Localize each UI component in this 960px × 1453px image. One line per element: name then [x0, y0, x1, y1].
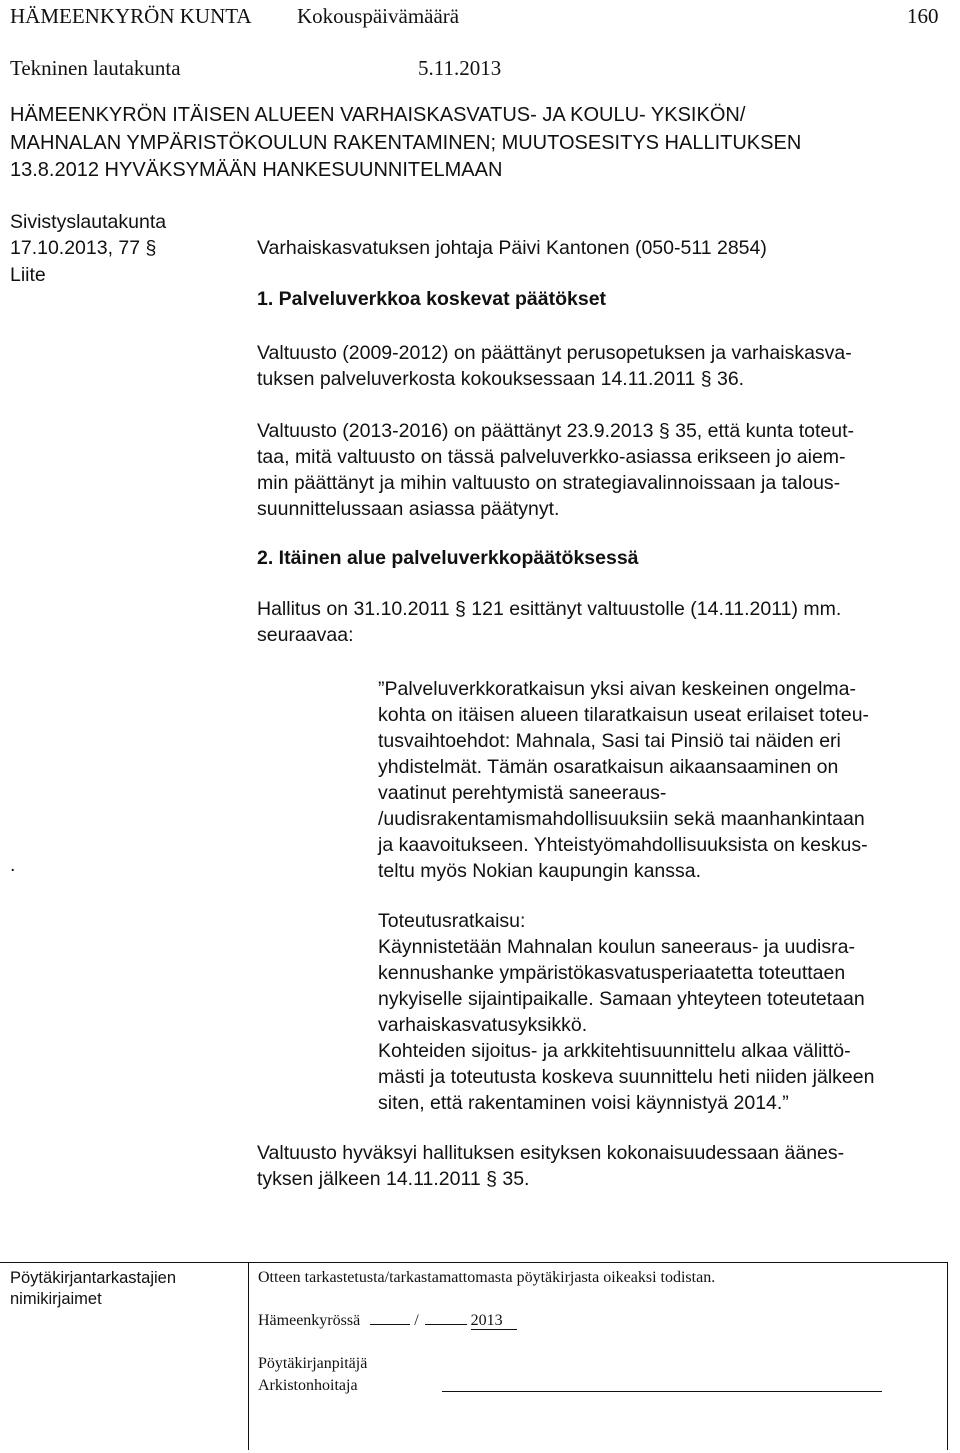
paragraph-2-line-3: min päättänyt ja mihin valtuusto on strategiavalinnoissaan ja talous- [257, 472, 841, 494]
quote-line: teltu myös Nokian kaupungin kanssa. [378, 860, 702, 882]
quote-line: yhdistelmät. Tämän osaratkaisun aikaansaaminen on [378, 756, 839, 778]
board-name: Tekninen lautakunta [10, 56, 181, 80]
paragraph-1-line-2: tuksen palveluverkosta kokouksessaan 14.11.2011 § 36. [257, 368, 745, 390]
title-line-3: 13.8.2012 HYVÄKSYMÄÄN HANKESUUNNITELMAAN [10, 159, 503, 181]
minutes-keeper-label: Pöytäkirjanpitäjä [258, 1355, 368, 1372]
paragraph-3-line-1: Hallitus on 31.10.2011 § 121 esittänyt valtuustolle (14.11.2011) mm. [257, 598, 842, 620]
page-number: 160 [907, 4, 939, 28]
paragraph-2-line-2: taa, mitä valtuusto on tässä palveluverkko-asiassa erikseen jo aiem- [257, 446, 846, 468]
preparer-line: Varhaiskasvatuksen johtaja Päivi Kantonen (050-511 2854) [257, 237, 767, 259]
archivist-signature-line [442, 1391, 882, 1392]
section-1-heading: 1. Palveluverkkoa koskevat päätökset [257, 288, 607, 310]
section-2-heading: 2. Itäinen alue palveluverkkopäätöksessä [257, 547, 639, 569]
solution-line: siten, että rakentaminen voisi käynnistyä 2014.” [378, 1092, 789, 1114]
solution-line: kennushanke ympäristökasvatusperiaatetta toteuttaen [378, 962, 846, 984]
meeting-date: 5.11.2013 [418, 56, 502, 80]
solution-line: mästi ja toteutusta koskeva suunnittelu heti niiden jälkeen [378, 1066, 875, 1088]
sidebar-dot: . [10, 854, 16, 876]
day-blank [370, 1310, 410, 1325]
quote-line: ja kaavoitukseen. Yhteistyömahdollisuuksista on keskus- [378, 834, 868, 856]
paragraph-2-line-4: suunnittelussaan asiassa päätynyt. [257, 498, 560, 520]
solution-line: nykyiselle sijaintipaikalle. Samaan yhteyteen toteutetaan [378, 988, 865, 1010]
quote-line: /uudisrakentamismahdollisuuksiin sekä maanhankintaan [378, 808, 865, 830]
date-label: Kokouspäivämäärä [297, 4, 460, 28]
paragraph-3-line-2: seuraavaa: [257, 624, 354, 646]
date-separator: / [414, 1312, 419, 1329]
month-blank [425, 1310, 467, 1325]
title-line-2: MAHNALAN YMPÄRISTÖKOULUN RAKENTAMINEN; MUUTOSESITYS HALLITUKSEN [10, 132, 802, 154]
solution-line: Toteutusratkaisu: [378, 910, 526, 932]
solution-line: varhaiskasvatusyksikkö. [378, 1014, 588, 1036]
solution-line: Käynnistetään Mahnalan koulun saneeraus- ja uudisra- [378, 936, 855, 958]
signature-box [0, 1262, 948, 1450]
signing-place: Hämeenkyrössä [258, 1312, 361, 1329]
paragraph-4-line-1: Valtuusto hyväksyi hallituksen esityksen kokonaisuudessaan äänes- [257, 1142, 845, 1164]
quote-line: kohta on itäisen alueen tilaratkaisun useat erilaiset toteu- [378, 704, 870, 726]
paragraph-1-line-1: Valtuusto (2009-2012) on päättänyt perusopetuksen ja varhaiskasva- [257, 342, 852, 364]
quote-line: ”Palveluverkkoratkaisun yksi aivan keskeinen ongelma- [378, 678, 856, 700]
committee-reference: 17.10.2013, 77 § [10, 237, 157, 259]
quote-line: tusvaihtoehdot: Mahnala, Sasi tai Pinsiö tai näiden eri [378, 730, 841, 752]
committee-name: Sivistyslautakunta [10, 211, 167, 233]
signature-box-right-border [947, 1262, 948, 1450]
title-line-1: HÄMEENKYRÖN ITÄISEN ALUEEN VARHAISKASVATUS- JA KOULU- YKSIKÖN/ [10, 104, 746, 126]
initials-cell [0, 1262, 249, 1450]
paragraph-4-line-2: tyksen jälkeen 14.11.2011 § 35. [257, 1168, 530, 1190]
paragraph-2-line-1: Valtuusto (2013-2016) on päättänyt 23.9.2013 § 35, että kunta toteut- [257, 420, 854, 442]
initials-label-line-1: Pöytäkirjantarkastajien [10, 1269, 176, 1287]
signing-place-line [258, 1310, 517, 1331]
solution-line: Kohteiden sijoitus- ja arkkitehtisuunnittelu alkaa välittö- [378, 1040, 851, 1062]
archivist-label: Arkistonhoitaja [258, 1377, 358, 1394]
certification-text: Otteen tarkastetusta/tarkastamattomasta pöytäkirjasta oikeaksi todistan. [258, 1269, 716, 1286]
initials-label-line-2: nimikirjaimet [10, 1290, 102, 1308]
attachment-label: Liite [10, 264, 46, 286]
signing-year: 2013 [471, 1312, 517, 1330]
quote-line: vaatinut perehtymistä saneeraus- [378, 782, 667, 804]
municipality-name: HÄMEENKYRÖN KUNTA [10, 4, 252, 28]
